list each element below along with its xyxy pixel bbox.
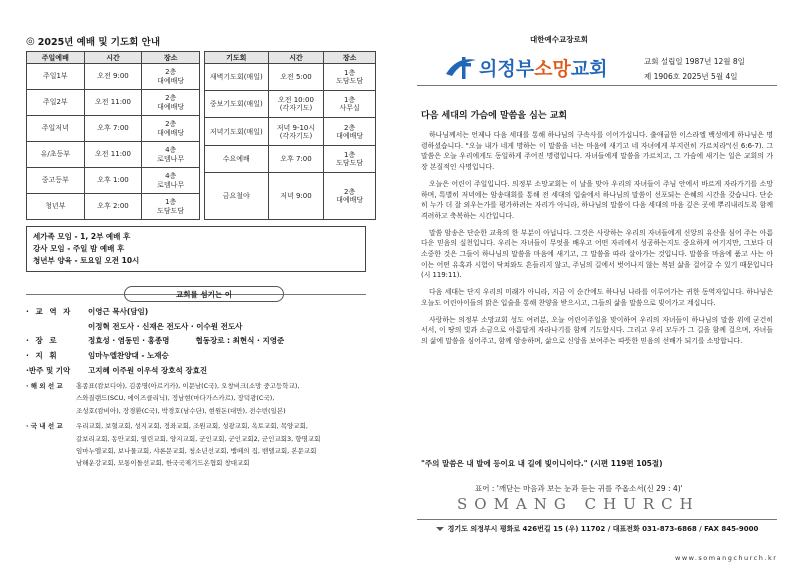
- prayer-place: 1층 도담도담: [324, 145, 376, 172]
- worship-name: 주일1부: [27, 64, 85, 90]
- worship-place: 1층 도담도담: [142, 194, 200, 220]
- triangle-icon: [436, 527, 444, 531]
- worship-time: 오전 11:00: [84, 142, 142, 168]
- table-row: [205, 118, 376, 145]
- prayer-name: 새벽기도회(매일): [205, 64, 269, 91]
- sermon-body: [421, 130, 773, 353]
- divider: [417, 519, 777, 520]
- table-row: [205, 145, 376, 172]
- church-logo: [443, 52, 608, 82]
- worship-name: 중고등부: [27, 168, 85, 194]
- prayer-place: 1층 사무실: [324, 91, 376, 118]
- sermon-paragraph: 오늘은 어린이 주일입니다. 의정부 소망교회는 이 날을 맞아 우리의 자녀들이 주님 안에서 바르게 자라가기를 소망하며, 특별히 저녁에는 암송대회를 통해 전 세대의 입술에서 하나님의 말씀이 선포되는 은혜의 시간을 갖습니다. 단순히 누가 더 잘 외우는가를 평가하려는 자리가 아니라, 하나님의 말씀이 다음 세대의 마음 깊은 곳에 뿌리내리도록 함께 격려하고 축복하는 시간입니다.: [421, 179, 773, 220]
- table-row: [205, 91, 376, 118]
- left-column: [26, 34, 376, 470]
- worship-place: 2층 대예배당: [142, 64, 200, 90]
- table-row: [27, 168, 200, 194]
- overseas-row: 스와질랜드(SCU, 에이즈클리닉), 정남현(마다가스카르), 장덕광(C국),: [76, 394, 275, 403]
- prayer-time: 저녁 9:00: [268, 172, 324, 219]
- overseas-row: · 해 외 선 교 홍종표(캄보디아), 김종명(아르키카), 이문남(C국), 오창비크(소망 중고등학교),: [26, 382, 300, 391]
- cross-wave-icon: [443, 52, 479, 82]
- table-row: [205, 64, 376, 91]
- worship-time: 오전 11:00: [84, 90, 142, 116]
- prayer-name: 수요예배: [205, 145, 269, 172]
- divider: [417, 85, 777, 86]
- denomination: 대한예수교장로회: [530, 35, 588, 44]
- schedule-heading: [26, 34, 376, 48]
- table-row: [27, 64, 200, 90]
- bulletin-info: [644, 54, 745, 84]
- worship-time: 오후 7:00: [84, 116, 142, 142]
- staff-row: 이정혁 전도사 · 신재은 전도사 · 이수원 전도사: [88, 321, 243, 331]
- staff-row: · 교 역 자 이영근 목사(담임): [26, 307, 149, 316]
- table-row: [27, 116, 200, 142]
- domestic-row: 갈보리교회, 동안교회, 열린교회, 양지교회, 군인교회, 군인교회2, 군인교회3, 향명교회: [76, 434, 321, 443]
- prayer-place: 2층 대예배당: [324, 172, 376, 219]
- prayer-name: 중보기도회(매일): [205, 91, 269, 118]
- worship-table: [26, 51, 200, 220]
- worship-time: 오전 9:00: [84, 64, 142, 90]
- domestic-row: 남해운강교회, 모통이돌선교회, 한국국제기드온협회 창대교회: [76, 459, 250, 468]
- domestic-row: · 국 내 선 교 우리교회, 보혈교회, 성지교회, 정좌교회, 조원교회, 성광교회, 옥토교회, 목양교회,: [26, 422, 308, 431]
- col-header: 시간: [84, 52, 142, 64]
- worship-place: 2층 대예배당: [142, 90, 200, 116]
- worship-name: 유/초등부: [27, 142, 85, 168]
- notice-line: 세가족 모임 - 1, 2부 예배 후: [33, 232, 131, 241]
- church-name: 의정부소망교회: [479, 57, 608, 80]
- overseas-row: 조성호(캄비아), 장경환(C국), 박경호(남수단), 현원돈(대만), 전수빈(일본): [76, 406, 286, 415]
- staff-row: ·반주 및 기악 고지혜 이주원 이우석 장호석 장효진: [26, 365, 208, 375]
- schedule-title: 2025년 예배 및 기도회 안내: [37, 37, 160, 48]
- table-row: [27, 90, 200, 116]
- worship-time: 오후 2:00: [84, 194, 142, 220]
- col-header: 장소: [324, 52, 376, 64]
- col-header: 기도회: [205, 52, 269, 64]
- prayer-time: 오후 7:00: [268, 145, 324, 172]
- col-header: 시간: [268, 52, 324, 64]
- sermon-paragraph: 사랑하는 의정부 소망교회 성도 여러분, 오늘 어린이주일을 맞이하여 우리의 자녀들이 하나님의 말씀 위에 굳건히 서서, 이 땅의 빛과 소금으로 아름답게 자라나기를 함께 기도합시다. 그리고 우리 모두가 그 길을 함께 걸으며, 자녀들의 삶에 말씀을 심어주고, 함께 암송하며, 삶으로 신앙을 보여주는 따뜻한 믿음의 선배가 되기를 소망합니다.: [421, 315, 773, 345]
- prayer-name: 금요철야: [205, 172, 269, 219]
- prayer-place: 2층 대예배당: [324, 118, 376, 145]
- brand-text: SOMANG CHURCH: [457, 495, 700, 513]
- key-verse: "주의 말씀은 내 발에 등이요 내 길에 빛이니이다." (시편 119편 105절): [421, 459, 663, 468]
- col-header: 주일예배: [27, 52, 85, 64]
- church-motto: 표어 : '깨닫는 마음과 보는 눈과 듣는 귀를 주옵소서(신 29 : 4)': [475, 484, 683, 493]
- sermon-paragraph: 말씀 암송은 단순한 교육의 한 부분이 아닙니다. 그것은 사랑하는 우리의 자녀들에게 신앙의 유산을 심어 주는 아름다운 믿음의 실천입니다. 우리는 자녀들이 무엇을 배우고 어떤 자리에서 성공하는지도 중요하게 여기지만, 그보다 더 소중한 것은 그들이 하나님의 말씀을 마음에 새기고, 그 말씀을 따라 살아가는 것입니다. 말씀을 마음에 품고 사는 아이는 어떤 유혹과 시험이 닥쳐와도 흔들리지 않고, 주님의 길에서 벗어나지 않는 복된 삶을 걸어갈 수 있기 때문입니다(시 119:11).: [421, 228, 773, 280]
- missions-list: [26, 380, 376, 469]
- table-row: [205, 172, 376, 219]
- church-address: 경기도 의정부시 평화로 426번길 15 (우) 11702 / 대표전화 031-873-6868 / FAX 845-9000: [417, 524, 777, 534]
- staff-row: · 장 로 정효성 · 염동민 · 홍종명 협동장로 : 최현식 · 지영준: [26, 336, 285, 346]
- issue-date: 제 1906호 2025년 5월 4일: [644, 72, 738, 81]
- founded-date: 교회 설립일 1987년 12월 8일: [644, 57, 745, 66]
- sermon-title: 다음 세대의 가슴에 말씀을 심는 교회: [421, 111, 568, 121]
- staff-list: [26, 305, 371, 378]
- prayer-table: [204, 51, 376, 220]
- staff-heading: 교회를 섬기는 이: [124, 286, 284, 302]
- prayer-name: 저녁기도회(매일): [205, 118, 269, 145]
- notice-line: 강사 모임 - 주일 밤 예배 후: [33, 244, 125, 253]
- worship-name: 주일2부: [27, 90, 85, 116]
- table-row: [27, 194, 200, 220]
- prayer-time: 저녁 9-10시 (각자기도): [268, 118, 324, 145]
- prayer-place: 1층 도담도담: [324, 64, 376, 91]
- staff-row: · 지 휘 임마누엘찬양대 - 노재승: [26, 350, 169, 360]
- table-row: [27, 142, 200, 168]
- worship-name: 주일저녁: [27, 116, 85, 142]
- schedule-tables: [26, 51, 376, 220]
- double-circle-icon: ◎: [26, 35, 35, 47]
- worship-place: 2층 대예배당: [142, 116, 200, 142]
- meeting-notice: [26, 226, 366, 272]
- domestic-row: 임마누엘교회, 보나물교회, 샤론문교회, 청소년선교회, 뱀떼의 집, 밴델교회, 본문교회: [76, 446, 317, 455]
- sermon-paragraph: 다음 세대는 단지 우리의 미래가 아니라, 지금 이 순간에도 하나님 나라를 이루어가는 귀한 동역자입니다. 하나님은 오늘도 어린아이들의 맑은 입술을 통해 찬양을 받으시고, 그들의 삶을 말씀으로 빚어가고 계십니다.: [421, 288, 773, 307]
- notice-line: 청년부 양육 - 토요일 오전 10시: [33, 256, 140, 265]
- prayer-time: 오전 10:00 (각자기도): [268, 91, 324, 118]
- sermon-paragraph: 하나님께서는 언제나 다음 세대를 통해 하나님의 구속사를 이어가십니다. 출애굽한 이스라엘 백성에게 하나님은 명령하셨습니다. "오늘 내가 네게 명하는 이 말씀을 너는 마음에 새기고 네 자녀에게 부지런히 가르치라"(신 6:6-7). 그 말씀은 오늘 우리에게도 동일하게 주어진 명령입니다. 자녀들에게 말씀을 가르치고, 그 가슴에 새기는 일은 교회의 가장 본질적인 사명입니다.: [421, 131, 773, 172]
- worship-place: 4층 로뎀나무: [142, 142, 200, 168]
- worship-name: 청년부: [27, 194, 85, 220]
- website-link[interactable]: www.somangchurch.kr: [675, 554, 778, 562]
- col-header: 장소: [142, 52, 200, 64]
- prayer-time: 오전 5:00: [268, 64, 324, 91]
- worship-place: 4층 로뎀나무: [142, 168, 200, 194]
- worship-time: 오후 1:00: [84, 168, 142, 194]
